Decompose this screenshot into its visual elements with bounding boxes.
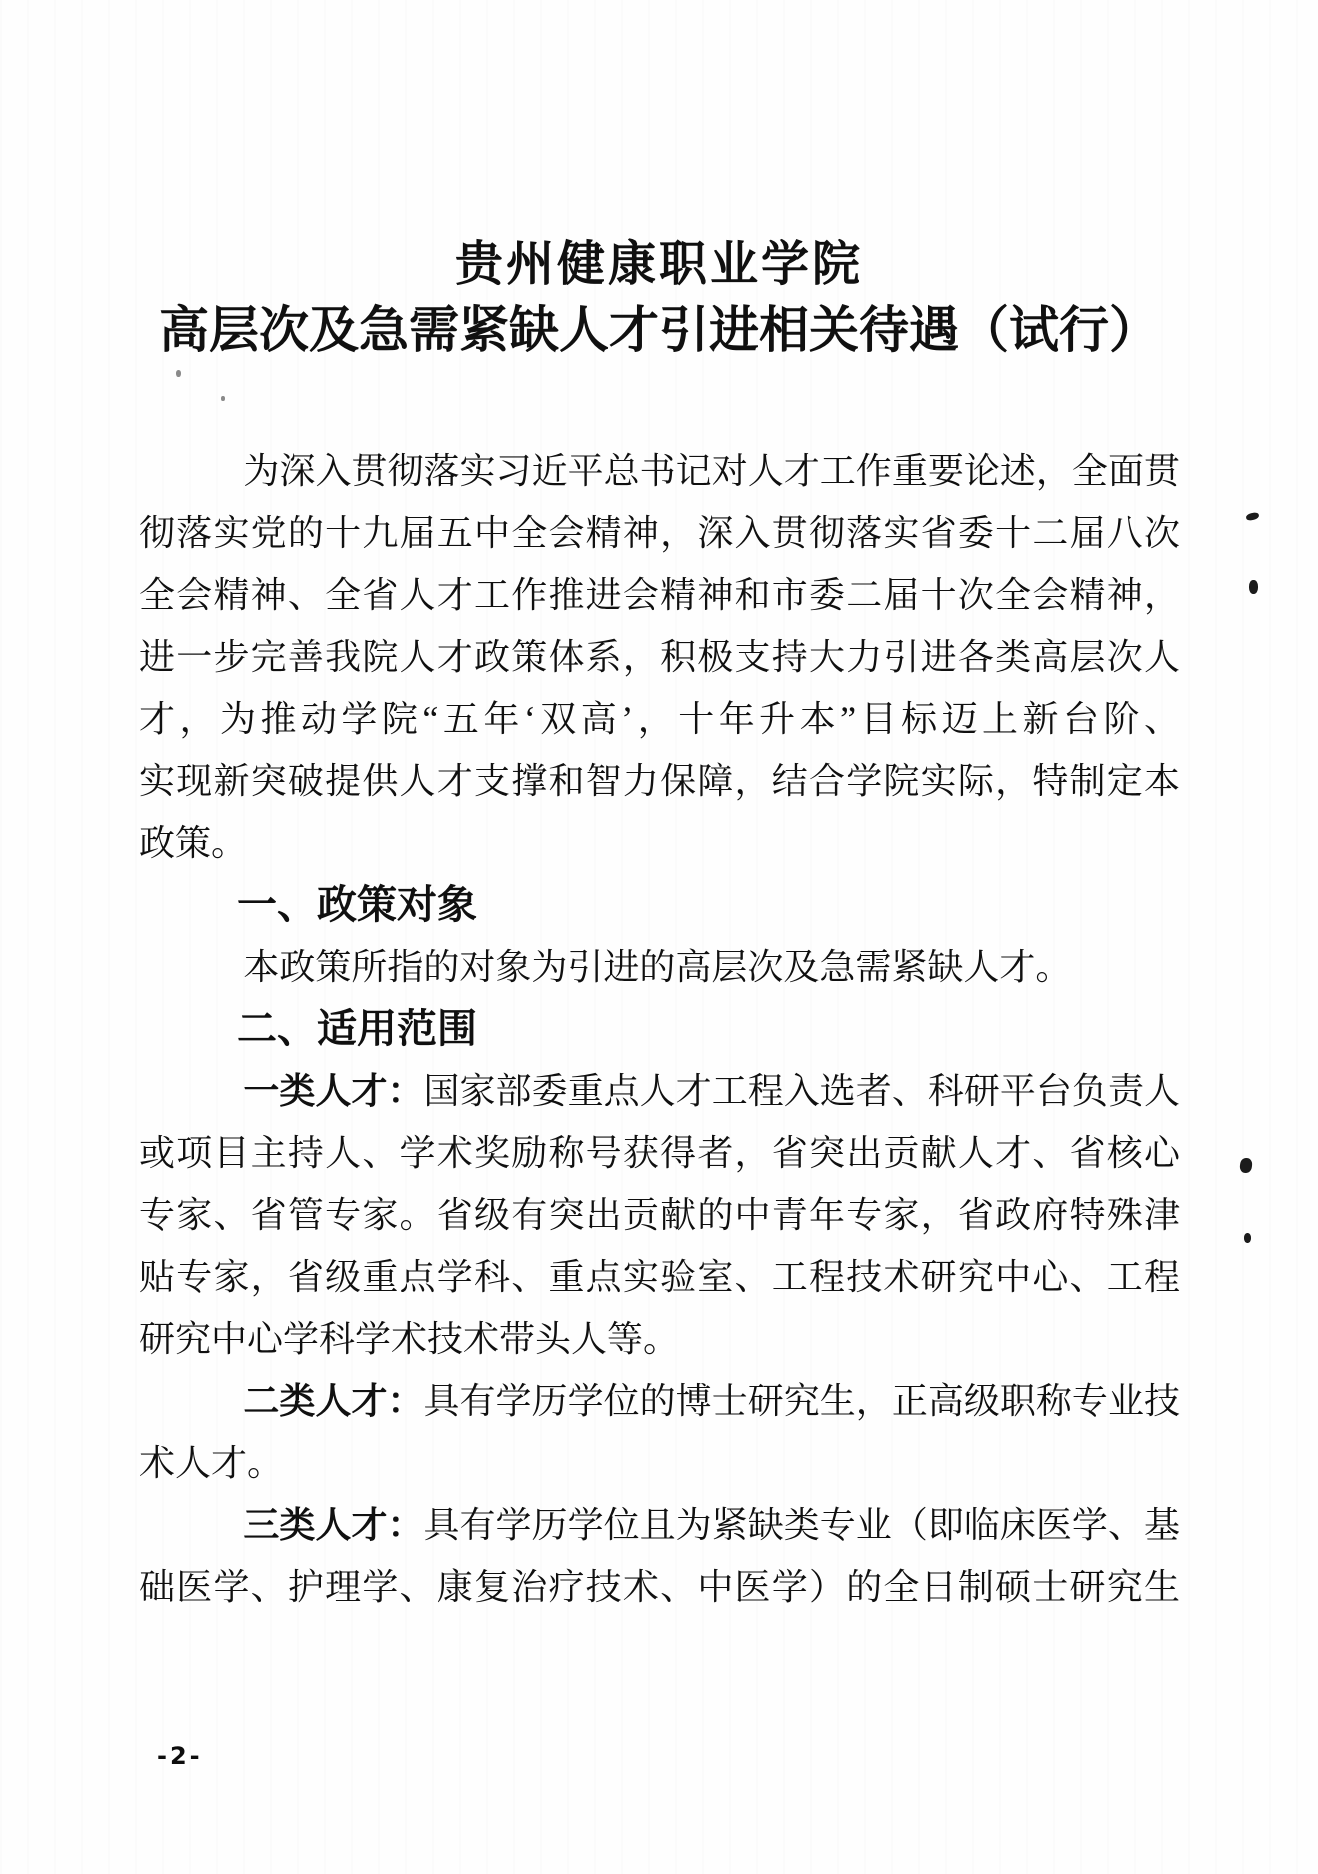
- body-line: 为深入贯彻落实习近平总书记对人才工作重要论述，全面贯: [243, 451, 1180, 491]
- scan-artifact: [176, 370, 181, 377]
- body-line: 彻落实党的十九届五中全会精神，深入贯彻落实省委十二届八次: [139, 513, 1180, 553]
- body-line-text: 具有学历学位且为紧缺类专业（即临床医学、基: [423, 1505, 1180, 1545]
- page-number: -2-: [157, 1742, 203, 1770]
- body-line: 全会精神、全省人才工作推进会精神和市委二届十次全会精神，: [139, 575, 1180, 615]
- section-heading-1: 一、政策对象: [237, 883, 477, 927]
- body-line: 础医学、护理学、康复治疗技术、中医学）的全日制硕士研究生: [139, 1567, 1180, 1607]
- doc-title-line2: 高层次及急需紧缺人才引进相关待遇（试行）: [159, 302, 1159, 358]
- scan-artifact: [1239, 1157, 1253, 1174]
- body-line: 进一步完善我院人才政策体系，积极支持大力引进各类高层次人: [139, 637, 1180, 677]
- doc-title-line1: 贵州健康职业学院: [454, 238, 863, 291]
- scan-artifact: [1249, 580, 1258, 594]
- body-line: 实现新突破提供人才支撑和智力保障，结合学院实际，特制定本: [139, 761, 1180, 801]
- document-body: [139, 440, 1180, 1618]
- body-line: 研究中心学科学术技术带头人等。: [139, 1319, 680, 1359]
- body-line: [139, 1370, 1180, 1432]
- body-line: [139, 1060, 1180, 1122]
- body-line: 专家、省管专家。省级有突出贡献的中青年专家，省政府特殊津: [139, 1195, 1180, 1235]
- paragraph-lead: 一类人才：: [243, 1070, 424, 1111]
- body-line: 或项目主持人、学术奖励称号获得者，省突出贡献人才、省核心: [139, 1133, 1180, 1173]
- body-line: 术人才。: [139, 1443, 284, 1483]
- scan-artifact: [221, 396, 225, 401]
- body-line: 才，为推动学院“五年‘双高’，十年升本”目标迈上新台阶、: [139, 699, 1180, 739]
- body-line-text: 具有学历学位的博士研究生，正高级职称专业技: [423, 1381, 1180, 1421]
- body-line-text: 国家部委重点人才工程入选者、科研平台负责人: [423, 1071, 1180, 1111]
- scan-artifact: [1245, 512, 1259, 522]
- paragraph-lead: 二类人才：: [243, 1380, 424, 1421]
- section-heading-2: 二、适用范围: [237, 1007, 477, 1051]
- scan-artifact: [1244, 1233, 1251, 1243]
- body-line: 本政策所指的对象为引进的高层次及急需紧缺人才。: [243, 947, 1072, 987]
- paragraph-lead: 三类人才：: [243, 1504, 424, 1545]
- body-line: 政策。: [139, 823, 248, 863]
- body-line: 贴专家，省级重点学科、重点实验室、工程技术研究中心、工程: [139, 1257, 1180, 1297]
- body-line: [139, 1494, 1180, 1556]
